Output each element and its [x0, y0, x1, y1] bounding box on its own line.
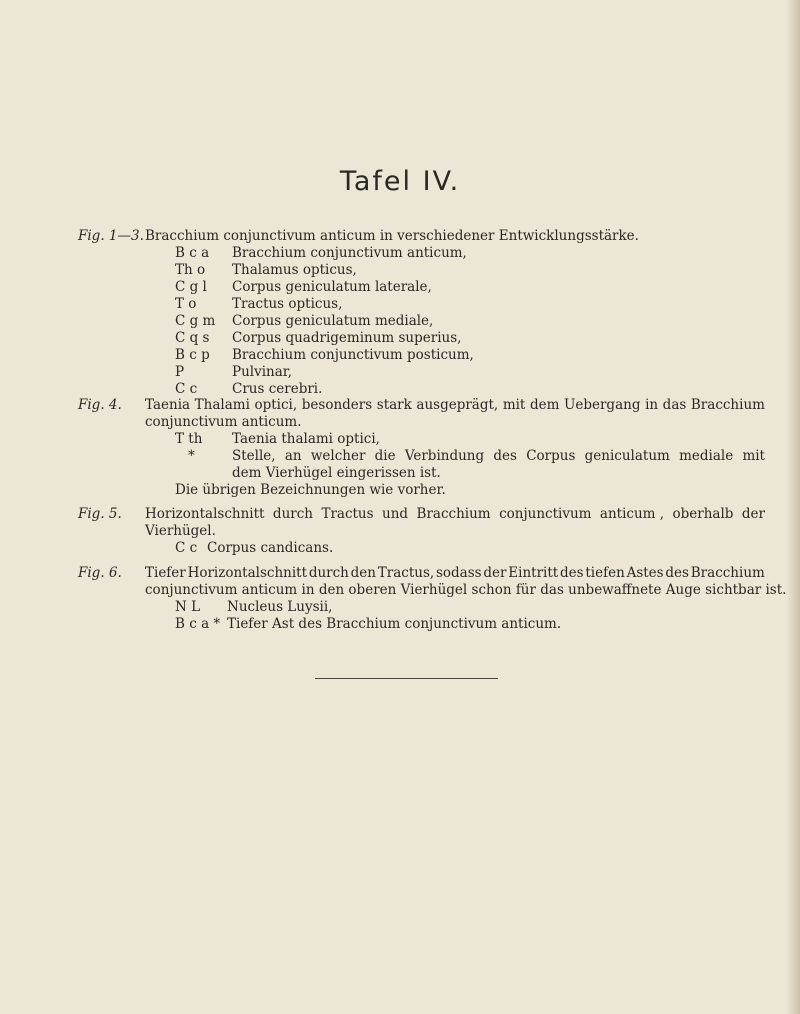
closing-rule	[315, 678, 498, 679]
legend-row	[175, 330, 765, 347]
legend-row	[175, 245, 765, 262]
caption-word: Taenia	[145, 397, 191, 413]
legend-word: die	[374, 448, 396, 464]
legend-desc: Bracchium conjunctivum anticum,	[232, 245, 467, 261]
plate-title: Tafel IV.	[339, 166, 461, 197]
legend-row	[175, 313, 765, 330]
legend-desc: Tiefer Ast des Bracchium conjunctivum anticum.	[227, 616, 562, 632]
caption-word: tiefen	[585, 565, 625, 581]
legend-desc: Corpus candicans.	[207, 540, 334, 556]
legend-desc: Corpus quadrigeminum superius,	[232, 330, 462, 346]
legend-abbr-star: *	[188, 448, 195, 464]
figure-4-block	[145, 397, 765, 499]
legend-word: mit	[742, 448, 765, 464]
caption-word: des	[665, 565, 689, 581]
legend-abbr: N L	[175, 599, 201, 615]
caption-word: Thalami	[194, 397, 250, 413]
legend-abbr: B c a *	[175, 616, 221, 632]
caption-word: anticum ,	[599, 506, 665, 522]
caption-word: optici,	[254, 397, 298, 413]
legend-abbr: B c p	[175, 347, 210, 363]
caption-word: Horizontalschnitt	[187, 565, 308, 581]
legend-desc: Corpus geniculatum laterale,	[232, 279, 432, 295]
caption-word: den	[350, 565, 376, 581]
caption-word: Uebergang	[563, 397, 641, 413]
figure-1-3-caption: Bracchium conjunctivum anticum in verschiedener Entwicklungsstärke.	[145, 228, 639, 244]
figure-1-3-legend	[145, 245, 765, 398]
caption-word: Tractus	[321, 506, 374, 522]
legend-abbr: Th o	[175, 262, 206, 278]
figure-5-legend	[145, 540, 765, 557]
legend-row	[175, 540, 765, 557]
figure-5-caption-line	[145, 506, 765, 523]
caption-word: oberhalb	[672, 506, 734, 522]
caption-word: Bracchium	[690, 397, 765, 413]
legend-row-star	[175, 448, 765, 465]
legend-desc: Tractus opticus,	[232, 296, 343, 312]
legend-word: an	[284, 448, 302, 464]
legend-abbr: C g m	[175, 313, 216, 329]
caption-word: conjunctivum	[499, 506, 592, 522]
legend-word: des	[493, 448, 517, 464]
legend-word: mediale	[679, 448, 734, 464]
legend-abbr: B c a	[175, 245, 210, 261]
figure-6-legend	[145, 599, 765, 633]
figure-label-6: Fig. 6.	[78, 565, 122, 581]
figure-label-1-3: Fig. 1—3.	[78, 228, 144, 244]
legend-word: Corpus	[526, 448, 576, 464]
figure-label-5: Fig. 5.	[78, 506, 122, 522]
caption-word: Tiefer	[145, 565, 186, 581]
caption-word: und	[382, 506, 409, 522]
legend-word: geniculatum	[584, 448, 670, 464]
figure-4-caption-line-2: conjunctivum anticum.	[145, 414, 302, 430]
figure-label-4: Fig. 4.	[78, 397, 122, 413]
legend-abbr: P	[175, 364, 185, 380]
caption-word: Horizontalschnitt	[145, 506, 265, 522]
caption-word: sodass	[435, 565, 482, 581]
legend-row	[175, 296, 765, 313]
legend-abbr: T th	[175, 431, 203, 447]
legend-desc-star-line-2: dem Vierhügel eingerissen ist.	[232, 465, 441, 481]
caption-word: Astes	[626, 565, 664, 581]
legend-abbr: C c	[175, 381, 198, 397]
caption-word: der	[741, 506, 765, 522]
caption-word: durch	[272, 506, 313, 522]
caption-word: des	[560, 565, 584, 581]
caption-word: das	[662, 397, 687, 413]
legend-row	[175, 347, 765, 364]
caption-word: Bracchium	[690, 565, 765, 581]
figure-1-3-block	[145, 228, 765, 398]
legend-row	[175, 431, 765, 448]
legend-abbr: C g l	[175, 279, 207, 295]
figure-6-block	[145, 565, 787, 633]
figure-4-note: Die übrigen Bezeichnungen wie vorher.	[175, 482, 446, 498]
caption-word: in	[645, 397, 659, 413]
legend-word: Verbindung	[404, 448, 485, 464]
legend-row	[175, 262, 765, 279]
legend-desc: Thalamus opticus,	[232, 262, 357, 278]
caption-word: dem	[529, 397, 560, 413]
legend-desc: Crus cerebri.	[232, 381, 323, 397]
caption-word: stark	[376, 397, 412, 413]
legend-row	[175, 616, 765, 633]
figure-4-caption-line	[145, 397, 765, 414]
legend-desc: Corpus geniculatum mediale,	[232, 313, 434, 329]
legend-desc: Bracchium conjunctivum posticum,	[232, 347, 474, 363]
legend-word: welcher	[310, 448, 366, 464]
legend-desc: Taenia thalami optici,	[232, 431, 380, 447]
legend-abbr: C q s	[175, 330, 210, 346]
caption-word: Bracchium	[416, 506, 491, 522]
caption-word: Tractus,	[377, 565, 435, 581]
figure-6-caption-line	[145, 565, 765, 582]
caption-word: mit	[502, 397, 526, 413]
caption-word: durch	[308, 565, 349, 581]
caption-word: ausgeprägt,	[416, 397, 499, 413]
legend-abbr: T o	[175, 296, 197, 312]
legend-row	[175, 279, 765, 296]
legend-word: Stelle,	[232, 448, 276, 464]
figure-4-legend	[145, 431, 765, 482]
caption-word: der	[483, 565, 507, 581]
legend-desc-star	[232, 448, 765, 465]
page-edge	[786, 0, 800, 1014]
legend-row	[175, 599, 765, 616]
legend-desc: Pulvinar,	[232, 364, 293, 380]
legend-row	[175, 364, 765, 381]
caption-word: besonders	[301, 397, 373, 413]
legend-abbr: C c	[175, 540, 198, 556]
figure-6-caption-line-2: conjunctivum anticum in den oberen Vierhügel schon für das unbewaffnete Auge sichtbar ist.	[145, 582, 787, 598]
figure-5-block	[145, 506, 765, 557]
caption-word: Eintritt	[508, 565, 559, 581]
legend-row	[175, 381, 765, 398]
figure-5-caption-line-2: Vierhügel.	[145, 523, 216, 539]
legend-desc: Nucleus Luysii,	[227, 599, 333, 615]
